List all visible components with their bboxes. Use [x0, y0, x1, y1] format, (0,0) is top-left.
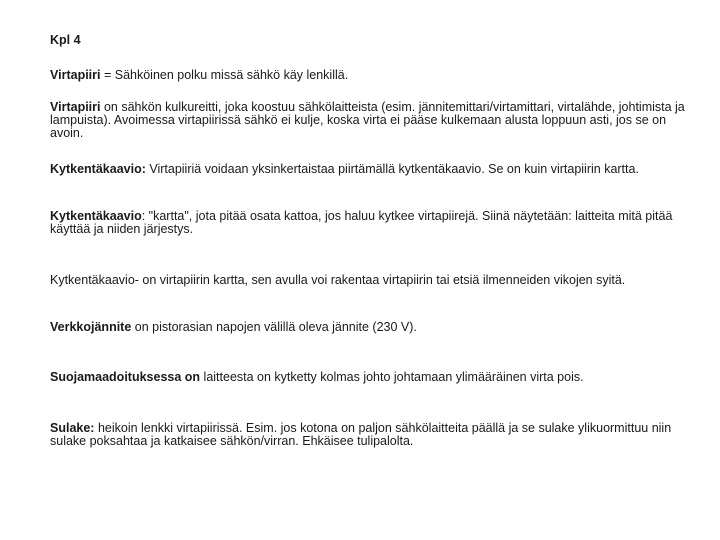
paragraph-2-term: Virtapiiri	[50, 100, 101, 114]
paragraph-7	[50, 371, 700, 384]
paragraph-8	[50, 422, 700, 448]
paragraph-6-term: Verkkojännite	[50, 320, 132, 334]
paragraph-5	[50, 274, 700, 287]
page-title: Kpl 4	[50, 33, 81, 47]
paragraph-3-text: Virtapiiriä voidaan yksinkertaistaa piirtämällä kytkentäkaavio. Se on kuin virtapiirin kartta.	[145, 162, 639, 176]
paragraph-4-term: Kytkentäkaavio	[50, 209, 142, 223]
paragraph-6	[50, 321, 700, 334]
paragraph-7-text: laitteesta on kytketty kolmas johto johtamaan ylimääräinen virta pois.	[200, 370, 584, 384]
paragraph-6-text: on pistorasian napojen välillä oleva jännite (230 V).	[131, 320, 417, 334]
paragraph-3	[50, 163, 700, 176]
paragraph-1	[50, 69, 700, 82]
paragraph-5-text: Kytkentäkaavio- on virtapiirin kartta, sen avulla voi rakentaa virtapiirin tai etsiä ilmenneiden vikojen syitä.	[50, 273, 626, 287]
paragraph-2-text: on sähkön kulkureitti, joka koostuu sähkölaitteista (esim. jännitemittari/virtamittari, virtalähde, johtimista ja lampuista). Avoimessa virtapiirissä sähkö ei kulje, koska virta ei pääse kulkemaan alusta loppuun asti, jos se on avoin.	[50, 100, 685, 140]
paragraph-1-term: Virtapiiri	[50, 68, 101, 82]
paragraph-8-term: Sulake:	[50, 421, 95, 435]
paragraph-2	[50, 101, 700, 140]
paragraph-8-text: heikoin lenkki virtapiirissä. Esim. jos kotona on paljon sähkölaitteita päällä ja se sulake ylikuormittuu niin sulake poksahtaa ja katkaisee sähkön/virran. Ehkäisee tulipalolta.	[50, 421, 672, 448]
paragraph-4-text: : "kartta", jota pitää osata kattoa, jos haluu kytkee virtapiirejä. Siinä näytetään: laitteita mitä pitää käyttää ja niiden järjestys.	[50, 209, 673, 236]
paragraph-7-term: Suojamaadoituksessa on	[50, 370, 201, 384]
paragraph-1-text: = Sähköinen polku missä sähkö käy lenkillä.	[100, 68, 349, 82]
paragraph-4	[50, 210, 700, 236]
paragraph-3-term: Kytkentäkaavio:	[50, 162, 146, 176]
